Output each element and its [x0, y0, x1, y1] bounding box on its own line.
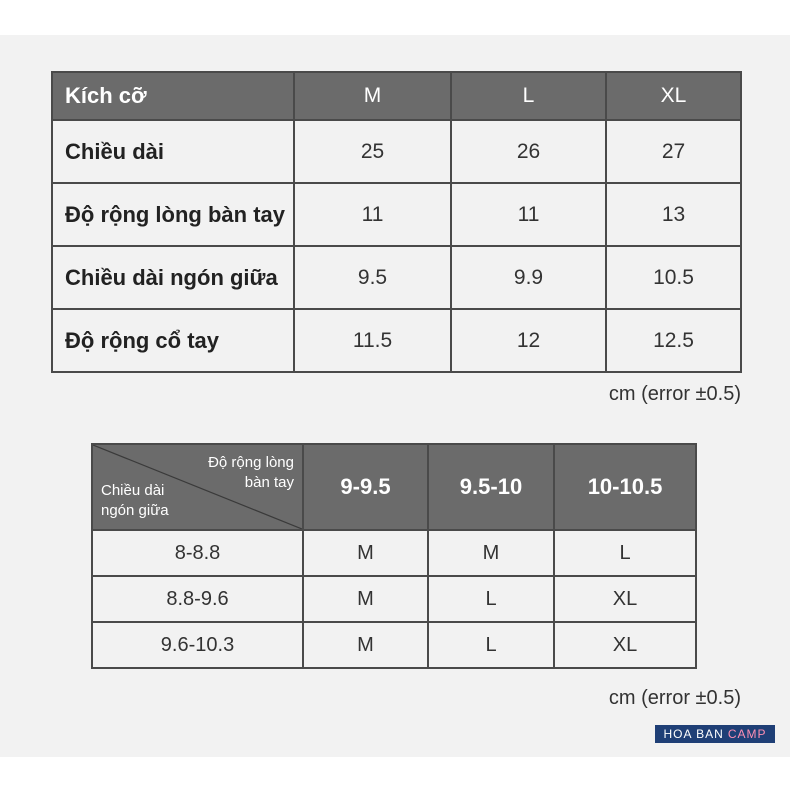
- cell-value: 11.5: [294, 309, 451, 372]
- column-header: 9-9.5: [303, 444, 428, 530]
- table-row: [92, 576, 696, 622]
- column-header: 9.5-10: [428, 444, 554, 530]
- brand-logo: [655, 725, 775, 743]
- row-label: Chiều dài ngón giữa: [52, 246, 294, 309]
- brand-logo-accent: CAMP: [727, 727, 767, 741]
- row-label: 8-8.8: [92, 530, 303, 576]
- row-label: Độ rộng lòng bàn tay: [52, 183, 294, 246]
- cell-value: L: [428, 576, 554, 622]
- cell-value: 27: [606, 120, 741, 183]
- column-header: 10-10.5: [554, 444, 696, 530]
- table-row: [52, 120, 741, 183]
- cell-value: M: [303, 530, 428, 576]
- cell-value: 26: [451, 120, 606, 183]
- cell-value: 12.5: [606, 309, 741, 372]
- brand-logo-name: HOA BAN: [663, 727, 724, 741]
- cell-value: 9.5: [294, 246, 451, 309]
- cell-value: 12: [451, 309, 606, 372]
- lookup-table-header: [92, 444, 696, 530]
- cell-value: L: [428, 622, 554, 668]
- corner-row-title: [101, 481, 169, 521]
- row-label: 8.8-9.6: [92, 576, 303, 622]
- cell-value: 25: [294, 120, 451, 183]
- table-row: [92, 530, 696, 576]
- cell-value: XL: [554, 576, 696, 622]
- header-size-xl: XL: [606, 72, 741, 120]
- table-row: [52, 183, 741, 246]
- table-row: [52, 309, 741, 372]
- cell-value: M: [428, 530, 554, 576]
- table-row: [52, 246, 741, 309]
- row-label: 9.6-10.3: [92, 622, 303, 668]
- cell-value: M: [303, 576, 428, 622]
- cell-value: L: [554, 530, 696, 576]
- cell-value: 13: [606, 183, 741, 246]
- corner-column-title-line: bàn tay: [244, 474, 294, 491]
- size-table-header: [52, 72, 741, 120]
- header-size: Kích cỡ: [52, 72, 294, 120]
- cell-value: M: [303, 622, 428, 668]
- cell-value: 11: [451, 183, 606, 246]
- corner-row-title-line: ngón giữa: [101, 502, 169, 519]
- row-label: Chiều dài: [52, 120, 294, 183]
- row-label: Độ rộng cổ tay: [52, 309, 294, 372]
- size-table: [51, 71, 742, 373]
- cell-value: XL: [554, 622, 696, 668]
- cell-value: 11: [294, 183, 451, 246]
- size-lookup-table: [91, 443, 697, 669]
- header-size-m: M: [294, 72, 451, 120]
- corner-row-title-line: Chiều dài: [101, 482, 165, 499]
- unit-note: cm (error ±0.5): [608, 687, 741, 709]
- table-row: [92, 622, 696, 668]
- corner-column-title-line: Độ rộng lòng: [208, 454, 294, 471]
- corner-header: [92, 444, 303, 530]
- unit-note: cm (error ±0.5): [608, 383, 741, 405]
- corner-column-title: [208, 453, 294, 493]
- cell-value: 9.9: [451, 246, 606, 309]
- cell-value: 10.5: [606, 246, 741, 309]
- header-size-l: L: [451, 72, 606, 120]
